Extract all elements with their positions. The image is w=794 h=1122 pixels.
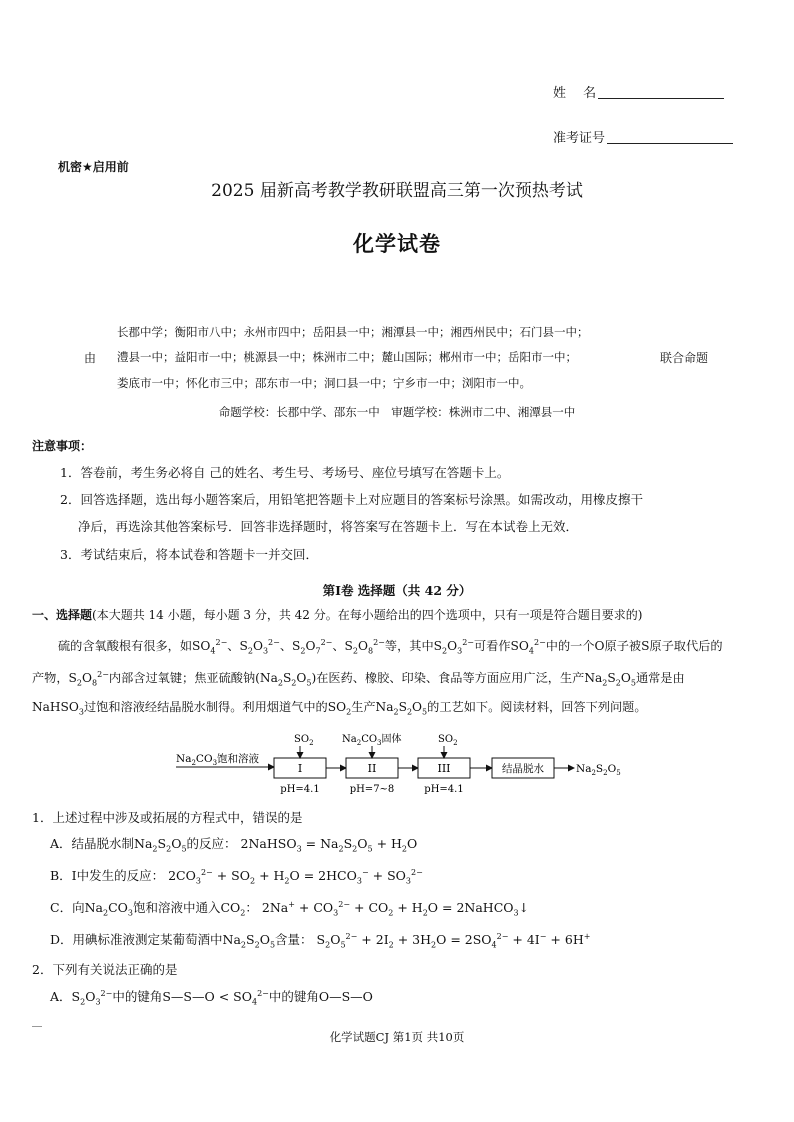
id-blank xyxy=(607,129,733,144)
notice-item-3: 3．考试结束后，将本试卷和答题卡一并交回． xyxy=(60,547,318,562)
flow-below-2: pH=7~8 xyxy=(349,784,395,795)
flow-below-1: pH=4.1 xyxy=(280,784,320,795)
flow-below-3: pH=4.1 xyxy=(424,784,464,795)
footer-divider xyxy=(32,1026,42,1027)
q1-stem: 1．上述过程中涉及或拓展的方程式中，错误的是 xyxy=(32,810,303,825)
name-label: 姓 名 xyxy=(553,86,597,101)
q1-option-d: D．用碘标准液测定某葡萄酒中$Na_2S_2O_5$含量： $S_2O_5^{2-} + 2I_2 + 3H_2O = 2SO_4^{2-} + 4I^- + 6H^+$ xyxy=(50,931,591,950)
exam-title: 2025 届新高考教学教研联盟高三第一次预热考试 xyxy=(211,181,583,201)
schools-line-1: 长郡中学；衡阳市八中；永州市四中；岳阳县一中；湘潭县一中；湘西州民中；石门县一中； xyxy=(117,325,589,339)
q2-stem: 2．下列有关说法正确的是 xyxy=(32,962,178,977)
part-desc: (本大题共 14 小题，每小题 3 分，共 42 分。在每小题给出的四个选项中，只有一项是符合题目要求的) xyxy=(92,608,643,622)
flow-box-4-label: 结晶脱水 xyxy=(502,763,544,775)
flow-above-1: $SO_2$ xyxy=(294,734,314,747)
q1-option-c: C．向$Na_2CO_3$饱和溶液中通入$CO_2$： $2Na^+ + CO_3^{2-} + CO_2 + H_2O$ = 2NaHCO$_3$↓ xyxy=(50,899,530,918)
exam-makers: 命题学校：长郡中学、邵东一中 审题学校：株洲市二中、湘潭县一中 xyxy=(218,405,576,419)
page-footer: 化学试题CJ 第1页 共10页 xyxy=(329,1030,465,1044)
notice-item-1: 1．答卷前，考生务必将自 己的姓名、考生号、考场号、座位号填写在答题卡上。 xyxy=(60,465,510,480)
part-label: 一、选择题 xyxy=(32,608,93,622)
flow-input-label: $Na_2CO_3$饱和溶液 xyxy=(176,753,260,767)
schools-line-2: 澧县一中；益阳市一中；桃源县一中；株洲市二中；麓山国际；郴州市一中；岳阳市一中； xyxy=(117,350,577,364)
id-label: 准考证号 xyxy=(553,131,606,146)
intro-line-1: 硫的含氧酸根有很多，如$SO_4^{2-}$、$S_2O_3^{2-}$、$S_2O_7^{2-}$、$S_2O_8^{2-}$等，其中$S_2O_3^{2-}$可看作$SO_4^{2-}$中的一个O原子被S原子取代后的 xyxy=(58,638,723,656)
notice-item-2a: 2．回答选择题，选出每小题答案后，用铅笔把答题卡上对应题目的答案标号涂黑。如需改动，用橡皮擦干 xyxy=(60,492,643,507)
q1-option-b: B．Ⅰ中发生的反应： $2CO_3^{2-} + SO_2 + H_2O = 2HCO_3^- + SO_3^{2-}$ xyxy=(50,867,423,886)
notice-heading: 注意事项： xyxy=(32,439,93,453)
schools-by: 由 xyxy=(84,351,97,365)
intro-line-2: 产物，$S_2O_8^{2-}$内部含过氧键；焦亚硫酸钠$(Na_2S_2O_5)$在医药、橡胶、印染、食品等方面应用广泛，生产$Na_2S_2O_5$通常是由 xyxy=(32,670,685,688)
section-title: 第Ⅰ卷 选择题（共 42 分） xyxy=(322,583,472,598)
schools-line-3: 娄底市一中；怀化市三中；邵东市一中；洞口县一中；宁乡市一中；浏阳市一中。 xyxy=(117,376,531,390)
name-blank xyxy=(598,84,724,99)
secret-mark: 机密★启用前 xyxy=(58,160,129,174)
q1-option-a: A．结晶脱水制$Na_2S_2O_5$的反应： 2NaHSO$_3$ = $Na_2S_2O_5 + H_2O$ xyxy=(50,836,418,854)
flow-above-2: $Na_2CO_3$固体 xyxy=(342,734,402,747)
name-field xyxy=(553,82,724,101)
flow-box-2-label: II xyxy=(367,762,377,775)
flow-box-1-label: I xyxy=(297,762,303,775)
schools-joint: 联合命题 xyxy=(660,351,709,365)
id-field xyxy=(553,127,733,146)
subject-title: 化学试卷 xyxy=(353,232,441,256)
notice-item-2b: 净后，再选涂其他答案标号．回答非选择题时，将答案写在答题卡上．写在本试卷上无效． xyxy=(78,519,579,534)
flow-above-3: $SO_2$ xyxy=(438,734,458,747)
flow-box-3-label: III xyxy=(437,762,451,775)
process-flow-diagram xyxy=(170,728,630,798)
q2-option-a: A．$S_2O_3^{2-}$中的键角S—S—O < $SO_4^{2-}$中的键角O—S—O xyxy=(50,988,373,1007)
intro-line-3: NaHSO$_3$过饱和溶液经结晶脱水制得。利用烟道气中的$SO_2$生产$Na_2S_2O_5$的工艺如下。阅读材料，回答下列问题。 xyxy=(32,700,647,717)
part-heading xyxy=(32,606,642,623)
flow-output-label: $Na_2S_2O_5$ xyxy=(576,763,621,777)
